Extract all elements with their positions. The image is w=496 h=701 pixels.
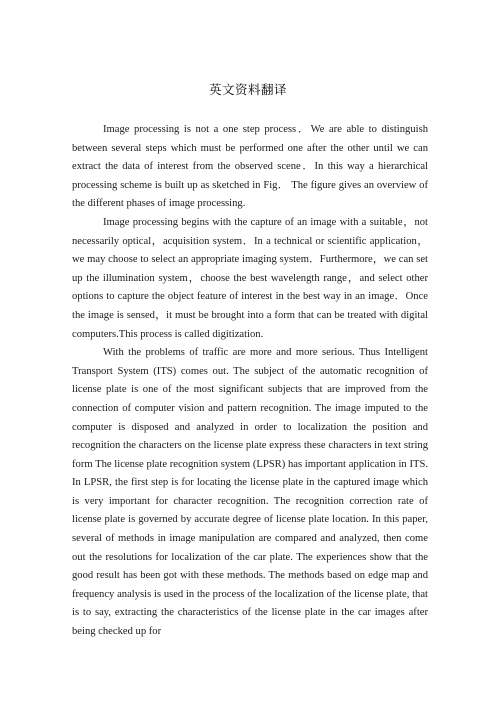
paragraph-2: Image processing begins with the capture of an image with a suitable，not necessarily optical，acquisition system．In a technical or scientific application，we may choose to select an appropriate imaging system．Furthermore，we can set up the illumination system，choose the best wavelength range，and select other options to capture the object feature of interest in the best way in an image．Once the image is sensed，it must be brought into a form that can be treated with digital computers.This process is called digitization. [72,216,428,340]
paragraph-3: With the problems of traffic are more and more serious. Thus Intelligent Transport System (ITS) comes out. The subject of the automatic recognition of license plate is one of the most significant subjects that are improved from the connection of computer vision and pattern recognition. The image imputed to the computer is disposed and analyzed in order to localization the position and recognition the characters on the license plate express these characters in text string form The license plate recognition system (LPSR) has important application in ITS. In LPSR, the first step is for locating the license plate in the captured image which is very important for character recognition. The recognition correction rate of license plate is governed by accurate degree of license plate location. In this paper, several of methods in image manipulation are compared and analyzed, then come out the resolutions for localization of the car plate. The experiences show that the good result has been got with these methods. The methods based on edge map and frequency analysis is used in the process of the localization of the license plate, that is to say, extracting the characteristics of the license plate in the car images after being checked up for [72,347,428,638]
paragraph-1: Image processing is not a one step process．We are able to distinguish between several steps which must be performed one after the other until we can extract the data of interest from the observed scene．In this way a hierarchical processing scheme is built up as sketched in Fig． The figure gives an overview of the different phases of image processing. [72,124,428,210]
document-title: 英文资料翻译 [208,82,287,97]
document-body [72,121,428,642]
